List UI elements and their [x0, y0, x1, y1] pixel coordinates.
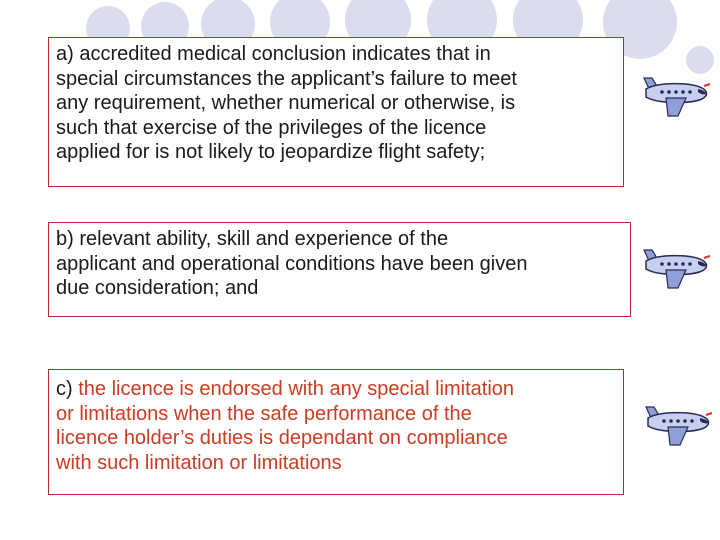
airplane-icon	[638, 236, 712, 296]
item-a-label: a)	[56, 43, 74, 65]
condition-item-a	[48, 37, 624, 187]
item-c-line-3: licence holder’s duties is dependant on compliance	[56, 427, 508, 449]
airplane-icon	[640, 393, 714, 453]
item-c-line-2: or limitations when the safe performance of the	[56, 402, 472, 425]
item-b-line-2: applicant and operational conditions have been given	[56, 252, 528, 275]
item-a-line-2: special circumstances the applicant’s failure to meet	[56, 67, 517, 90]
item-b-line-1: b) relevant ability, skill and experience of the	[56, 228, 449, 250]
condition-item-c	[48, 369, 624, 495]
item-c-label: c)	[56, 378, 73, 400]
item-a-line-1: a) accredited medical conclusion indicates that in	[56, 43, 491, 65]
item-c-line-1: c) the licence is endorsed with any special limitation	[56, 378, 515, 400]
condition-item-b	[48, 222, 631, 317]
item-a-line-5: applied for is not likely to jeopardize flight safety;	[56, 141, 486, 163]
item-a-line-4: such that exercise of the privileges of the licence	[56, 116, 487, 139]
item-c-line-4: with such limitation or limitations	[56, 451, 342, 474]
item-a-line-3: any requirement, whether numerical or otherwise, is	[56, 92, 516, 114]
item-b-line-3: due consideration; and	[56, 277, 259, 299]
item-b-label: b)	[56, 228, 74, 250]
airplane-icon	[638, 64, 712, 124]
